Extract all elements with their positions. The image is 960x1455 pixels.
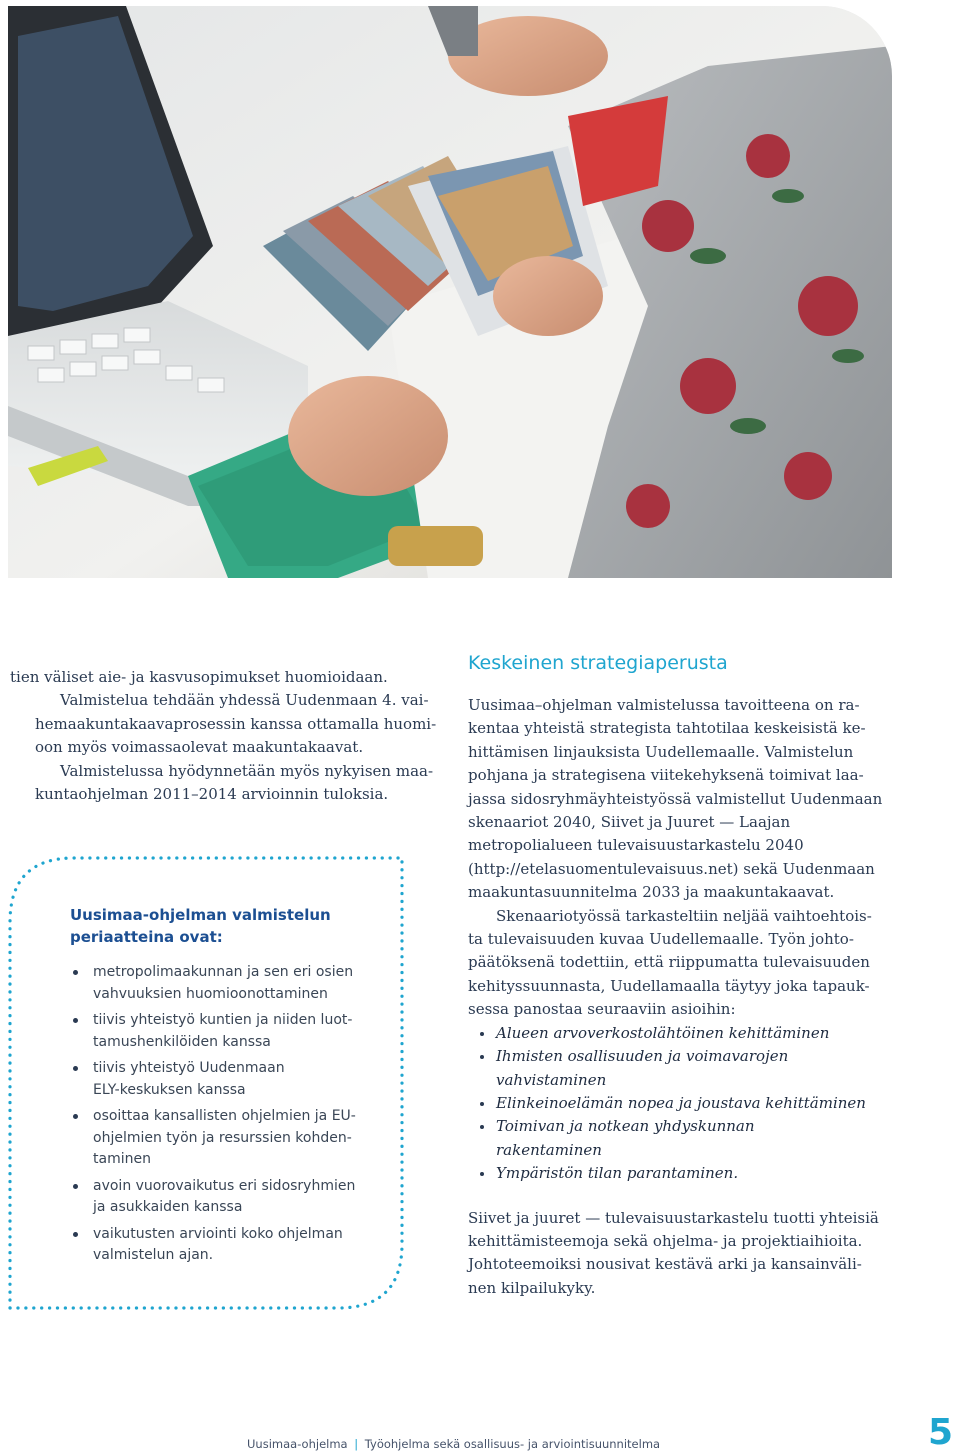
text-line: vahvistaminen [496, 1070, 607, 1089]
text-line: tien väliset aie- ja kasvusopimukset huomioidaan. [10, 668, 388, 686]
bullet-icon [73, 1232, 78, 1237]
list-item [468, 1092, 898, 1115]
text-line: rakentaminen [496, 1140, 602, 1159]
conclusion-paragraph [468, 1207, 898, 1301]
bullet-icon [480, 1125, 484, 1129]
section-heading: Keskeinen strategiaperusta [468, 652, 728, 674]
text-line: Johtoteemoiksi nousivat kestävä arki ja kansainväli- [468, 1255, 862, 1274]
list-item [70, 1058, 390, 1101]
principles-box [70, 904, 390, 1272]
priorities-list [468, 1022, 898, 1186]
text-line: hemaakuntakaavaprosessin kanssa ottamalla huomi- [35, 714, 437, 733]
text-line: ta tulevaisuuden kuvaa Uudellemaalle. Työn johto- [468, 930, 854, 949]
intro-paragraph [10, 760, 434, 807]
bullet-icon [480, 1032, 484, 1036]
box-heading [70, 904, 390, 948]
bullet-icon [73, 1018, 78, 1023]
strategy-paragraph [468, 694, 898, 1022]
text-line: pohjana ja strategisena viitekehyksenä toimivat laa- [468, 766, 864, 785]
text-line: Ihmisten osallisuuden ja voimavarojen [496, 1047, 789, 1066]
text-line: ELY-keskuksen kanssa [93, 1081, 246, 1098]
text-line: Toimivan ja notkean yhdyskunnan [496, 1117, 755, 1136]
text-line: taminen [93, 1151, 151, 1167]
text-line: hittämisen linjauksista Uudellemaalle. Valmistelun [468, 742, 854, 761]
intro-paragraph [10, 689, 437, 759]
text-line: (http://etelasuomentulevaisuus.net) sekä Uudenmaan [468, 859, 875, 878]
list-item [468, 1115, 898, 1162]
text-line: tamushenkilöiden kanssa [93, 1033, 271, 1050]
footer-separator: | [354, 1437, 359, 1451]
text-line: maakuntasuunnitelma 2033 ja maakuntakaavat. [468, 883, 835, 902]
list-item [468, 1162, 898, 1185]
text-line: valmistelun ajan. [93, 1247, 214, 1263]
text-line: ja asukkaiden kanssa [93, 1199, 243, 1215]
text-line: tiivis yhteistyö kuntien ja niiden luot- [93, 1012, 353, 1028]
page-footer [247, 1437, 660, 1451]
page-number: 5 [928, 1412, 954, 1453]
list-item [468, 1022, 898, 1045]
text-line: tiivis yhteistyö Uudenmaan [93, 1060, 285, 1076]
hero-photo [8, 6, 892, 578]
intro-text [10, 666, 437, 806]
text-line: kehittämisteemoja sekä ohjelma- ja projektiaihioita. [468, 1231, 863, 1250]
text-line: kehityssuunnasta, Uudellamaalla täytyy joka tapauk- [468, 976, 870, 995]
text-line: Valmistelussa hyödynnetään myös nykyisen maa- [60, 761, 434, 780]
text-line: metropolimaakunnan ja sen eri osien [93, 964, 354, 980]
footer-subtitle: Työohjelma sekä osallisuus- ja arviointisuunnitelma [364, 1437, 661, 1451]
list-item [70, 962, 390, 1005]
footer-title: Uusimaa-ohjelma [247, 1437, 348, 1451]
bullet-icon [73, 1184, 78, 1189]
intro-paragraph [10, 666, 410, 689]
text-line: Elinkeinoelämän nopea ja joustava kehittäminen [496, 1093, 866, 1112]
text-line: Uusimaa–ohjelman valmistelussa tavoitteena on ra- [468, 696, 860, 714]
text-line: päätöksenä todettiin, että riippumatta tulevaisuuden [468, 953, 870, 972]
text-line: kuntaohjelman 2011–2014 arvioinnin tuloksia. [35, 785, 389, 804]
text-line: sessa panostaa seuraaviin asioihin: [468, 1000, 736, 1019]
bullet-icon [480, 1055, 484, 1059]
text-line: avoin vuorovaikutus eri sidosryhmien [93, 1177, 356, 1194]
box-heading-line: Uusimaa-ohjelman valmistelun [70, 906, 331, 924]
box-heading-line: periaatteina ovat: [70, 928, 223, 946]
bullet-icon [73, 1066, 78, 1071]
bullet-icon [480, 1102, 484, 1106]
list-item [468, 1045, 898, 1092]
text-line: skenaariot 2040, Siivet ja Juuret — Laajan [468, 813, 791, 832]
text-line: ohjelmien työn ja resurssien kohden- [93, 1129, 352, 1146]
text-line: Valmistelua tehdään yhdessä Uudenmaan 4. vai- [60, 691, 429, 710]
principles-list [70, 962, 390, 1267]
strategy-section [468, 648, 898, 1300]
text-line: Ympäristön tilan parantaminen. [496, 1164, 739, 1183]
text-line: Alueen arvoverkostolähtöinen kehittäminen [496, 1023, 830, 1042]
list-item [70, 1010, 390, 1053]
bullet-icon [73, 970, 78, 975]
text-line: vaikutusten arviointi koko ohjelman [93, 1225, 343, 1242]
text-line: jassa sidosryhmäyhteistyössä valmistellut Uudenmaan [468, 789, 883, 808]
text-line: kentaa yhteistä strategista tahtotilaa keskeisistä ke- [468, 719, 866, 738]
bullet-icon [73, 1114, 78, 1119]
list-item [70, 1224, 390, 1267]
text-line: vahvuuksien huomioonottaminen [93, 985, 328, 1002]
list-item [70, 1176, 390, 1219]
text-line: Skenaariotyössä tarkasteltiin neljää vaihtoehtois- [496, 906, 872, 925]
text-line: metropolialueen tulevaisuustarkastelu 2040 [468, 836, 804, 855]
text-line: osoittaa kansallisten ohjelmien ja EU- [93, 1108, 356, 1124]
text-line: Siivet ja juuret — tulevaisuustarkastelu tuotti yhteisiä [468, 1208, 879, 1227]
text-line: nen kilpailukyky. [468, 1278, 596, 1297]
text-line: oon myös voimassaolevat maakuntakaavat. [35, 738, 364, 757]
list-item [70, 1106, 390, 1171]
bullet-icon [480, 1172, 484, 1176]
